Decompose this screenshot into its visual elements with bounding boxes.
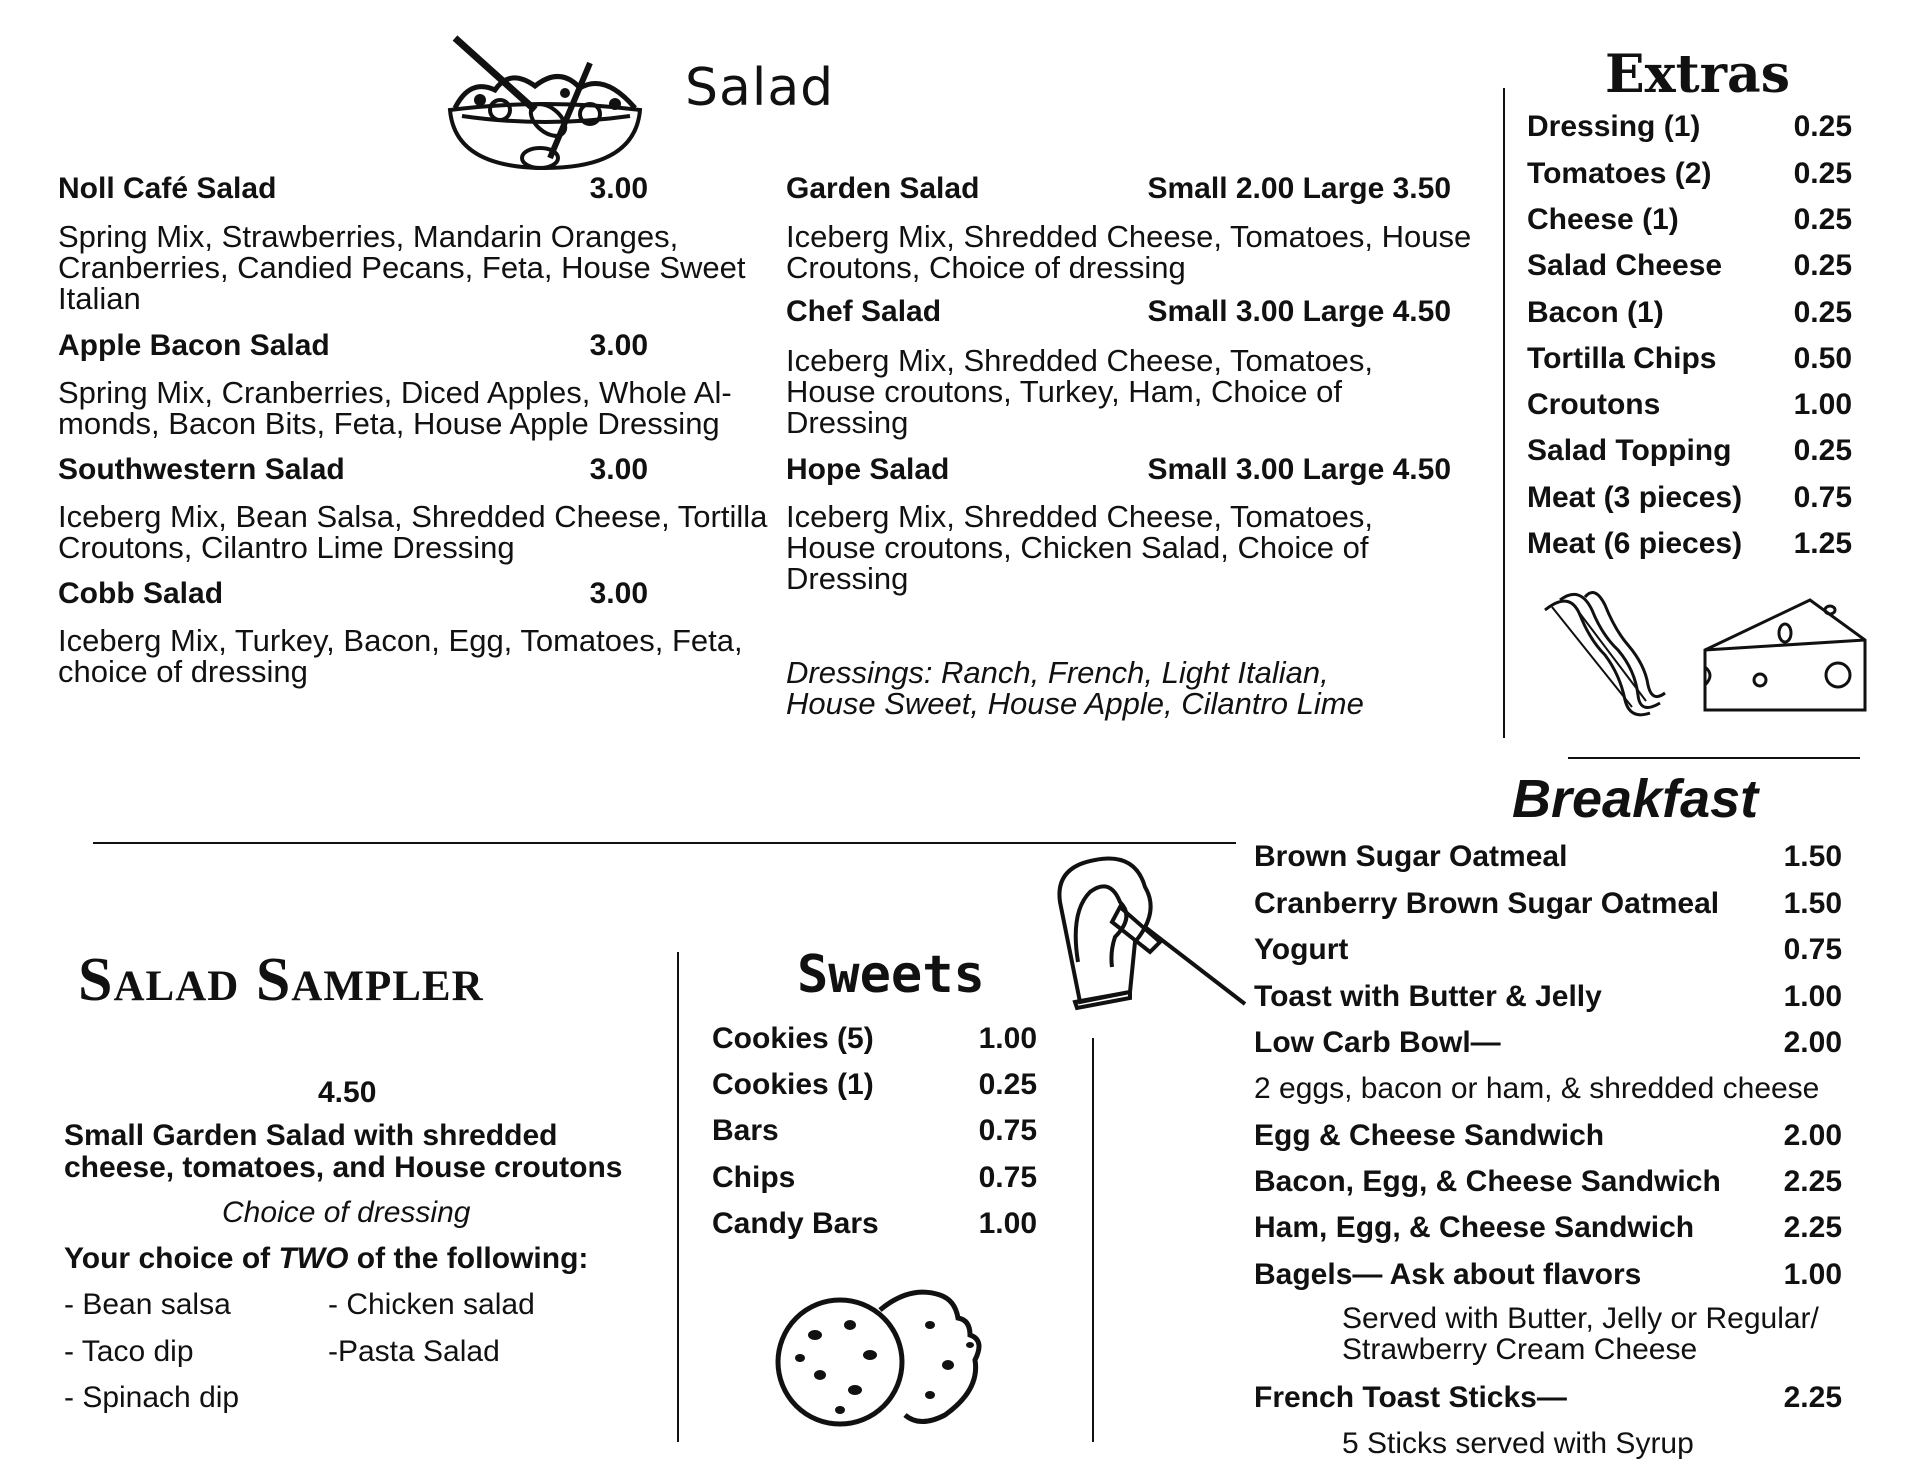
sweets-item xyxy=(712,1207,1037,1241)
item-price: 1.00 xyxy=(1783,980,1842,1013)
item-name: Tortilla Chips xyxy=(1527,342,1717,375)
sweets-item xyxy=(712,1022,1037,1056)
item-name: Toast with Butter & Jelly xyxy=(1254,980,1602,1013)
item-name: Low Carb Bowl— xyxy=(1254,1026,1501,1059)
item-description: Iceberg Mix, Shredded Cheese, Tomatoes, House croutons, Chicken Salad, Choice of Dressing xyxy=(786,499,1374,596)
extras-title: Extras xyxy=(1605,44,1791,105)
sweets-item xyxy=(712,1068,1037,1102)
item-name: Apple Bacon Salad xyxy=(58,329,330,362)
item-name: Tomatoes (2) xyxy=(1527,157,1712,190)
item-name: Cookies (1) xyxy=(712,1068,874,1101)
choice-prefix: Your choice of xyxy=(64,1242,279,1275)
item-name: Meat (6 pieces) xyxy=(1527,527,1743,560)
item-price: 0.25 xyxy=(1793,296,1852,329)
breakfast-item xyxy=(1254,1211,1842,1245)
toast-icon xyxy=(1050,852,1250,1012)
breakfast-item xyxy=(1254,1119,1842,1153)
breakfast-item xyxy=(1254,1381,1842,1415)
sampler-option: - Bean salsa xyxy=(64,1288,231,1321)
item-price: 2.00 xyxy=(1783,1026,1842,1059)
item-price: 0.75 xyxy=(1793,481,1852,514)
item-price: 0.25 xyxy=(1793,157,1852,190)
salad-title: Salad xyxy=(685,58,835,118)
extras-item xyxy=(1527,296,1852,330)
item-price: 0.25 xyxy=(1793,249,1852,282)
item-price: 1.00 xyxy=(1783,1258,1842,1291)
item-name: Salad Topping xyxy=(1527,434,1732,467)
sampler-option: - Chicken salad xyxy=(328,1288,535,1321)
menu-item xyxy=(58,329,648,363)
bagel-note: Served with Butter, Jelly or Regular/ Strawberry Cream Cheese xyxy=(1342,1302,1819,1366)
sampler-option: - Spinach dip xyxy=(64,1381,240,1414)
item-description: Iceberg Mix, Shredded Cheese, Tomatoes, House croutons, Turkey, Ham, Choice of Dressing xyxy=(786,343,1374,440)
extras-item xyxy=(1527,481,1852,515)
item-name: Egg & Cheese Sandwich xyxy=(1254,1119,1605,1152)
menu-item xyxy=(58,453,648,487)
item-price: 0.50 xyxy=(1793,342,1852,375)
item-price: 3.00 xyxy=(589,172,648,205)
item-price: 3.00 xyxy=(589,577,648,610)
menu-item xyxy=(58,577,648,611)
item-price: 1.00 xyxy=(978,1022,1037,1055)
breakfast-item xyxy=(1254,887,1842,921)
item-name: Brown Sugar Oatmeal xyxy=(1254,840,1568,873)
breakfast-item xyxy=(1254,1258,1842,1292)
breakfast-item xyxy=(1254,980,1842,1014)
breakfast-item xyxy=(1254,933,1842,967)
sweets-title: Sweets xyxy=(797,945,985,1005)
choice-emphasis: TWO xyxy=(278,1242,349,1275)
item-name: Yogurt xyxy=(1254,933,1349,966)
item-name: Cranberry Brown Sugar Oatmeal xyxy=(1254,887,1720,920)
item-price: Small 3.00 Large 4.50 xyxy=(1147,453,1451,486)
item-price: 1.50 xyxy=(1783,887,1842,920)
item-name: Cheese (1) xyxy=(1527,203,1679,236)
item-name: Cookies (5) xyxy=(712,1022,874,1055)
french-toast-note: 5 Sticks served with Syrup xyxy=(1342,1427,1694,1460)
extras-item xyxy=(1527,388,1852,422)
sampler-option: - Taco dip xyxy=(64,1335,194,1368)
item-name: Candy Bars xyxy=(712,1207,879,1240)
item-price: 2.25 xyxy=(1783,1381,1842,1414)
extras-item xyxy=(1527,342,1852,376)
sweets-left-divider xyxy=(677,952,679,1442)
item-price: 2.25 xyxy=(1783,1165,1842,1198)
item-price: 0.25 xyxy=(1793,434,1852,467)
breakfast-item xyxy=(1254,1026,1842,1060)
item-name: Bars xyxy=(712,1114,779,1147)
menu-item xyxy=(786,295,1451,329)
item-name: Chef Salad xyxy=(786,295,942,328)
cheese-icon xyxy=(1700,595,1870,715)
item-description: Iceberg Mix, Shredded Cheese, Tomatoes, House Croutons, Choice of dressing xyxy=(786,219,1472,285)
item-price: 0.75 xyxy=(978,1161,1037,1194)
item-name: Croutons xyxy=(1527,388,1661,421)
item-name: Garden Salad xyxy=(786,172,980,205)
item-price: 0.25 xyxy=(1793,203,1852,236)
item-name: Chips xyxy=(712,1161,796,1194)
breakfast-title: Breakfast xyxy=(1512,769,1759,829)
sampler-description: Small Garden Salad with shredded cheese, tomatoes, and House croutons xyxy=(64,1119,623,1184)
breakfast-top-divider xyxy=(1568,757,1860,759)
extras-item xyxy=(1527,527,1852,561)
extras-divider xyxy=(1503,88,1505,738)
item-name: Cobb Salad xyxy=(58,577,224,610)
item-name: Bacon (1) xyxy=(1527,296,1664,329)
item-name: Salad Cheese xyxy=(1527,249,1723,282)
sampler-title: Salad Sampler xyxy=(78,946,484,1014)
item-price: 0.75 xyxy=(978,1114,1037,1147)
low-carb-note: 2 eggs, bacon or ham, & shredded cheese xyxy=(1254,1072,1820,1105)
section-divider xyxy=(93,842,1236,844)
item-price: 1.00 xyxy=(978,1207,1037,1240)
item-price: 2.00 xyxy=(1783,1119,1842,1152)
item-description: Spring Mix, Cranberries, Diced Apples, Whole Al-monds, Bacon Bits, Feta, House Apple Dressing xyxy=(58,375,732,441)
item-price: 2.25 xyxy=(1783,1211,1842,1244)
breakfast-item xyxy=(1254,1165,1842,1199)
menu-item xyxy=(786,172,1451,206)
item-price: Small 3.00 Large 4.50 xyxy=(1147,295,1451,328)
item-price: 3.00 xyxy=(589,329,648,362)
item-price: Small 2.00 Large 3.50 xyxy=(1147,172,1451,205)
sampler-option: -Pasta Salad xyxy=(328,1335,500,1368)
item-description: Iceberg Mix, Turkey, Bacon, Egg, Tomatoes, Feta, choice of dressing xyxy=(58,623,743,689)
extras-item xyxy=(1527,157,1852,191)
bacon-icon xyxy=(1540,585,1670,725)
extras-item xyxy=(1527,110,1852,144)
item-price: 0.75 xyxy=(1783,933,1842,966)
sweets-item xyxy=(712,1114,1037,1148)
item-name: Ham, Egg, & Cheese Sandwich xyxy=(1254,1211,1695,1244)
sweets-item xyxy=(712,1161,1037,1195)
cookies-icon xyxy=(770,1280,1010,1430)
breakfast-item xyxy=(1254,840,1842,874)
item-price: 0.25 xyxy=(978,1068,1037,1101)
choice-suffix: of the following: xyxy=(348,1242,589,1275)
item-name: Southwestern Salad xyxy=(58,453,345,486)
item-description: Iceberg Mix, Bean Salsa, Shredded Cheese, Tortilla Croutons, Cilantro Lime Dressing xyxy=(58,499,768,565)
item-price: 0.25 xyxy=(1793,110,1852,143)
item-price: 1.00 xyxy=(1793,388,1852,421)
salad-bowl-icon xyxy=(440,28,650,173)
menu-item xyxy=(786,453,1451,487)
item-name: Dressing (1) xyxy=(1527,110,1701,143)
sampler-price: 4.50 xyxy=(318,1076,377,1109)
item-name: Meat (3 pieces) xyxy=(1527,481,1743,514)
item-name: Bacon, Egg, & Cheese Sandwich xyxy=(1254,1165,1721,1198)
item-name: Noll Café Salad xyxy=(58,172,277,205)
item-price: 1.50 xyxy=(1783,840,1842,873)
sampler-choice xyxy=(64,1242,588,1276)
menu-item xyxy=(58,172,648,206)
item-price: 1.25 xyxy=(1793,527,1852,560)
item-name: Bagels— Ask about flavors xyxy=(1254,1258,1642,1291)
extras-item xyxy=(1527,249,1852,283)
extras-item xyxy=(1527,203,1852,237)
dressings-note: Dressings: Ranch, French, Light Italian, House Sweet, House Apple, Cilantro Lime xyxy=(786,655,1364,721)
extras-item xyxy=(1527,434,1852,468)
item-name: French Toast Sticks— xyxy=(1254,1381,1567,1414)
sampler-dressing: Choice of dressing xyxy=(222,1196,471,1229)
item-price: 3.00 xyxy=(589,453,648,486)
sweets-right-divider xyxy=(1092,1038,1094,1442)
item-name: Hope Salad xyxy=(786,453,950,486)
item-description: Spring Mix, Strawberries, Mandarin Oranges, Cranberries, Candied Pecans, Feta, House Sweet Italian xyxy=(58,219,746,316)
